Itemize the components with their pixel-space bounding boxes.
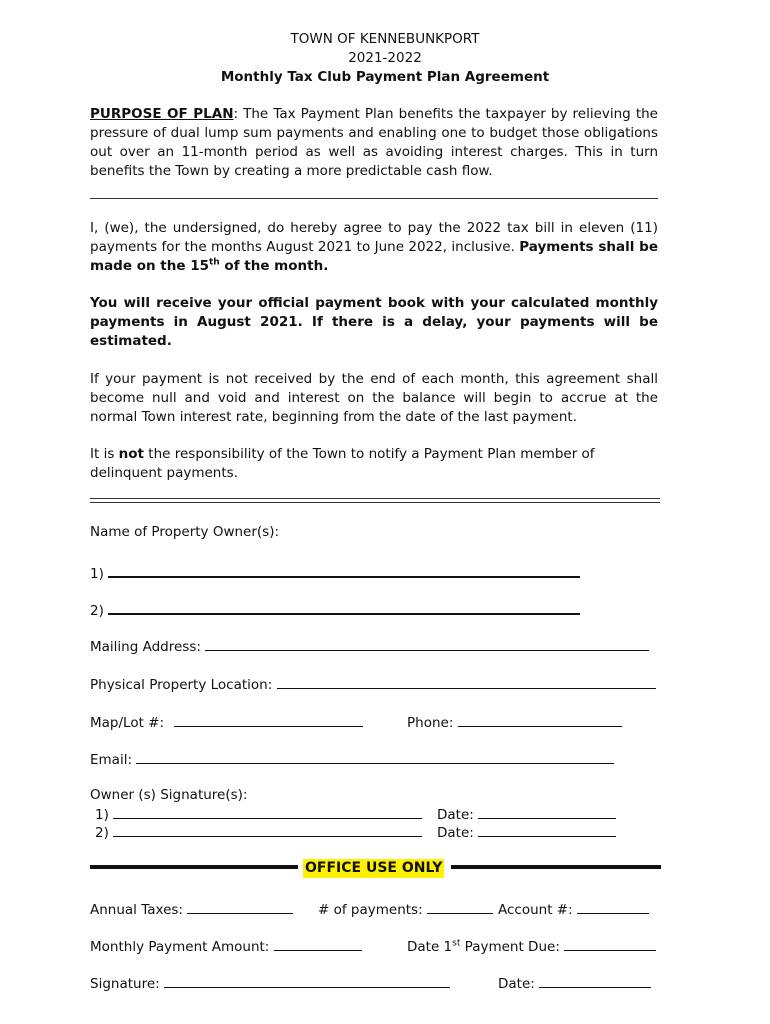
office-signature-label: Signature:	[90, 976, 160, 992]
office-bar-left	[90, 865, 298, 869]
phone-label: Phone:	[407, 715, 454, 731]
maplot-field[interactable]	[174, 712, 363, 727]
maplot-row	[90, 712, 363, 733]
sig-1-date-label: Date:	[437, 807, 474, 823]
annual-taxes-row	[90, 899, 293, 920]
agreement-text: I, (we), the undersigned, do hereby agree to pay the 2022 tax bill in eleven (11) payments for the months August 2021 to June 2022, inclusive.	[90, 220, 658, 255]
agreement-bold-b: of the month.	[219, 258, 329, 274]
signature-1-field[interactable]	[113, 804, 422, 819]
purpose-paragraph	[90, 105, 658, 181]
num-payments-field[interactable]	[427, 899, 493, 914]
phone-row	[407, 712, 622, 733]
owner-2-row	[90, 599, 580, 621]
agreement-paragraph	[90, 219, 658, 276]
monthly-amount-field[interactable]	[274, 936, 362, 951]
annual-taxes-label: Annual Taxes:	[90, 902, 183, 918]
sig-1-date-field[interactable]	[478, 804, 616, 819]
account-row	[498, 899, 649, 920]
physical-label: Physical Property Location:	[90, 677, 273, 693]
owner-1-label: 1)	[90, 566, 104, 582]
signature-2-label: 2)	[95, 825, 109, 841]
email-field[interactable]	[136, 749, 614, 764]
account-label: Account #:	[498, 902, 573, 918]
mailing-field[interactable]	[205, 636, 649, 651]
office-signature-field[interactable]	[164, 973, 450, 988]
sig-2-date-row	[437, 822, 616, 843]
date-due-label-b: Payment Due:	[460, 939, 560, 955]
maplot-label: Map/Lot #:	[90, 715, 165, 731]
office-date-label: Date:	[498, 976, 535, 992]
office-use-label: OFFICE USE ONLY	[305, 860, 443, 876]
responsibility-text-a: It is	[90, 446, 119, 462]
phone-field[interactable]	[458, 712, 622, 727]
annual-taxes-field[interactable]	[187, 899, 293, 914]
physical-row	[90, 674, 656, 695]
town-name: TOWN OF KENNEBUNKPORT	[290, 31, 480, 47]
owner-1-row	[90, 562, 580, 584]
office-date-field[interactable]	[539, 973, 651, 988]
mailing-row	[90, 636, 649, 657]
responsibility-paragraph	[90, 445, 658, 483]
mailing-label: Mailing Address:	[90, 639, 201, 655]
owner-label: Name of Property Owner(s):	[90, 524, 280, 540]
owner-2-field[interactable]	[108, 599, 580, 615]
null-void-paragraph: If your payment is not received by the end of each month, this agreement shall become null and void and interest on the balance will begin to accrue at the normal Town interest rate, beginning from the date of the last payment.	[90, 371, 658, 425]
payment-book-paragraph: You will receive your official payment book with your calculated monthly payments in August 2021. If there is a delay, your payments will be estimated.	[90, 295, 658, 349]
physical-field[interactable]	[277, 674, 656, 689]
date-due-label-a: Date 1	[407, 939, 453, 955]
date-due-row	[407, 936, 656, 957]
account-field[interactable]	[577, 899, 649, 914]
signatures-label: Owner (s) Signature(s):	[90, 787, 248, 803]
num-payments-label: # of payments:	[318, 902, 423, 918]
owner-2-label: 2)	[90, 603, 104, 619]
sig-2-date-label: Date:	[437, 825, 474, 841]
signature-2-field[interactable]	[113, 822, 422, 837]
agreement-bold-sup: th	[209, 257, 220, 268]
num-payments-row	[318, 899, 493, 920]
office-date-row	[498, 973, 651, 994]
office-signature-row	[90, 973, 450, 994]
date-due-sup: st	[452, 938, 461, 949]
divider-1	[90, 198, 658, 199]
responsibility-text-b: the responsibility of the Town to notify a Payment Plan member of delinquent payments.	[90, 446, 595, 481]
purpose-text: : The Tax Payment Plan benefits the taxpayer by relieving the pressure of dual lump sum payments and enabling one to budget those obligations out over an 11-month period as well as avoiding interest charges. This in turn benefits the Town by creating a more predictable cash flow.	[90, 106, 658, 179]
purpose-label: PURPOSE OF PLAN	[90, 106, 234, 122]
date-due-field[interactable]	[564, 936, 656, 951]
owner-1-field[interactable]	[108, 562, 580, 578]
fiscal-year: 2021-2022	[348, 50, 422, 66]
monthly-amount-label: Monthly Payment Amount:	[90, 939, 270, 955]
form-title: Monthly Tax Club Payment Plan Agreement	[220, 69, 550, 85]
email-label: Email:	[90, 752, 133, 768]
agreement-bold-a: Payments shall be made on the 15	[90, 239, 658, 274]
signature-1-label: 1)	[95, 807, 109, 823]
email-row	[90, 749, 614, 770]
responsibility-bold: not	[118, 446, 144, 462]
sig-2-date-field[interactable]	[478, 822, 616, 837]
office-bar-right	[451, 865, 661, 869]
signature-2-row	[95, 822, 422, 843]
divider-double	[90, 498, 660, 503]
monthly-amount-row	[90, 936, 362, 957]
